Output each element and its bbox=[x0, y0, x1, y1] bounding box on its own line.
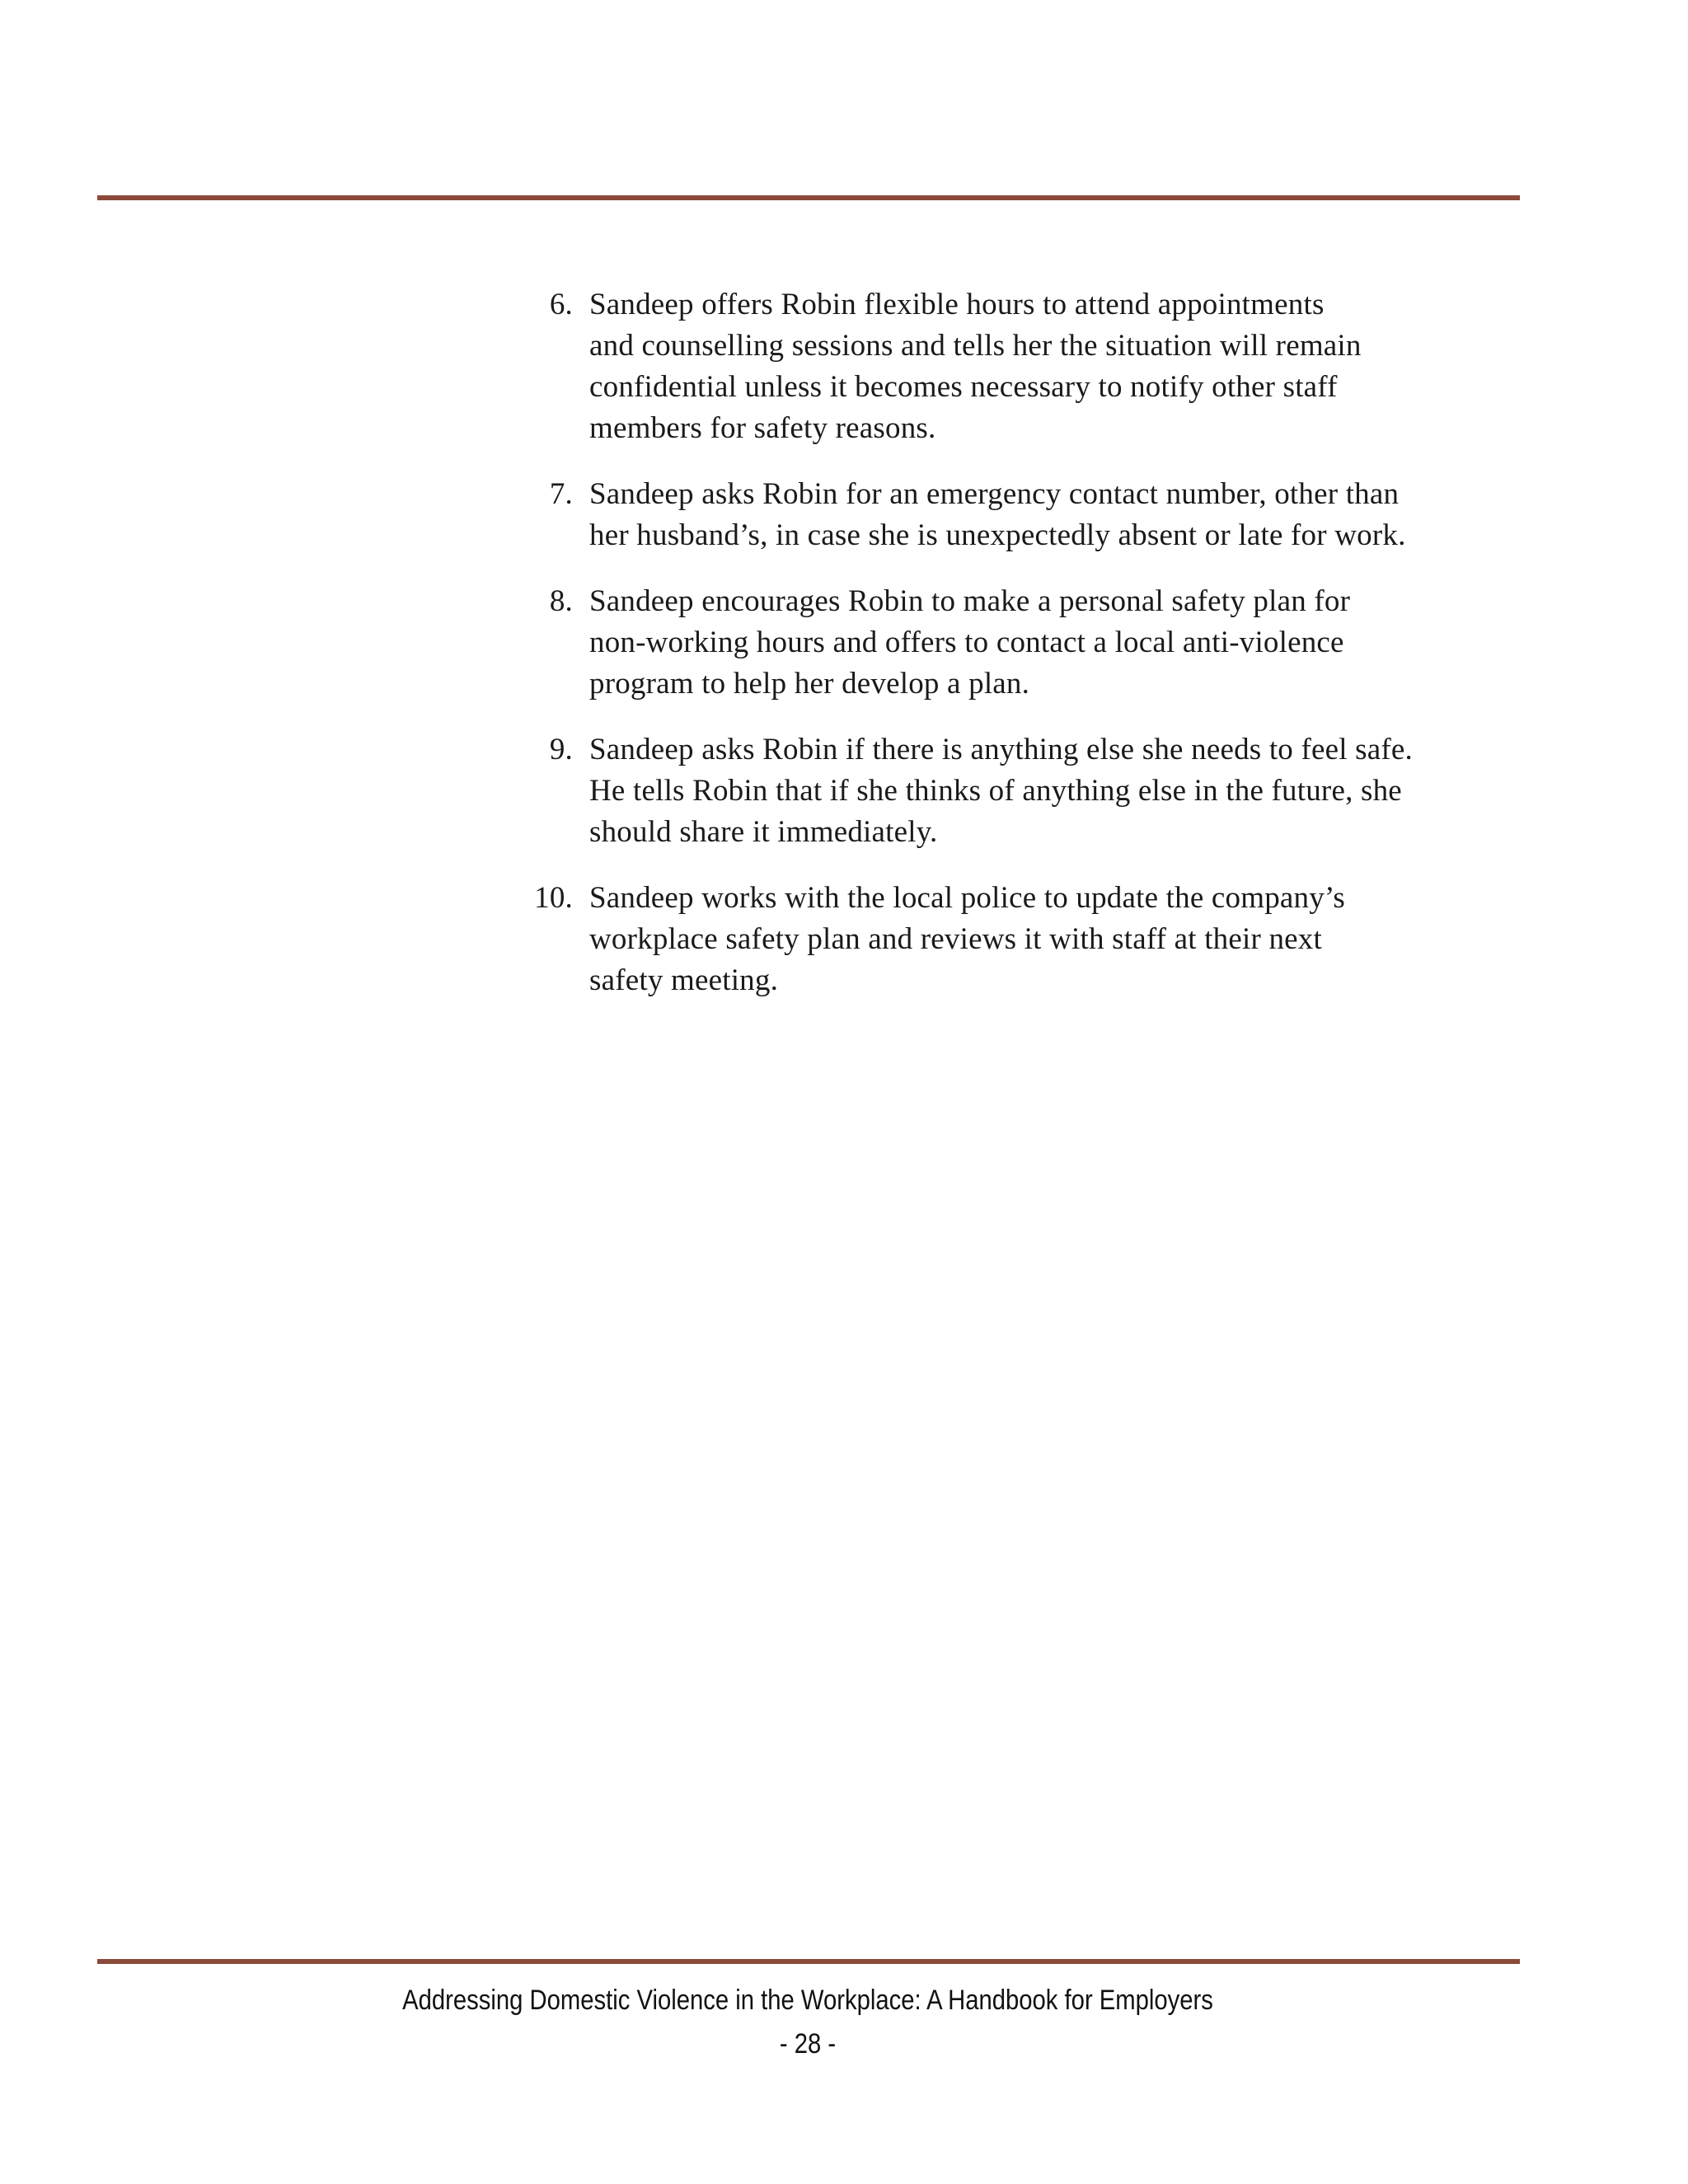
list-item bbox=[511, 284, 1533, 449]
list-item bbox=[511, 581, 1533, 705]
footer-rule bbox=[97, 1959, 1520, 1964]
list-item bbox=[511, 474, 1533, 556]
list-item-number: 10. bbox=[534, 881, 573, 915]
list-item bbox=[511, 878, 1533, 1001]
list-item-text: Sandeep asks Robin for an emergency contact number, other than her husband’s, in case she is unexpectedly absent or late for work. bbox=[589, 477, 1406, 552]
list-item-number: 7. bbox=[549, 477, 573, 511]
list-item-text: Sandeep works with the local police to update the company’s workplace safety plan and reviews it with staff at their next safety meeting. bbox=[589, 881, 1346, 997]
list-item-text: Sandeep offers Robin flexible hours to attend appointments and counselling sessions and tells her the situation will remain confidential unless it becomes necessary to notify other staff members for safety reasons. bbox=[589, 288, 1362, 445]
list-item bbox=[511, 729, 1533, 853]
page-number: - 28 - bbox=[779, 2028, 837, 2060]
footer-title: Addressing Domestic Violence in the Workplace: A Handbook for Employers bbox=[402, 1985, 1213, 2016]
list-item-number: 8. bbox=[549, 584, 573, 618]
list-item-number: 9. bbox=[549, 733, 573, 766]
numbered-list bbox=[511, 284, 1533, 1026]
header-rule bbox=[97, 195, 1520, 200]
list-item-number: 6. bbox=[549, 288, 573, 321]
list-item-text: Sandeep encourages Robin to make a personal safety plan for non-working hours and offers to contact a local anti-violence program to help her develop a plan. bbox=[589, 584, 1351, 701]
list-item-text: Sandeep asks Robin if there is anything else she needs to feel safe. He tells Robin that if she thinks of anything else in the future, she should share it immediately. bbox=[589, 733, 1413, 849]
